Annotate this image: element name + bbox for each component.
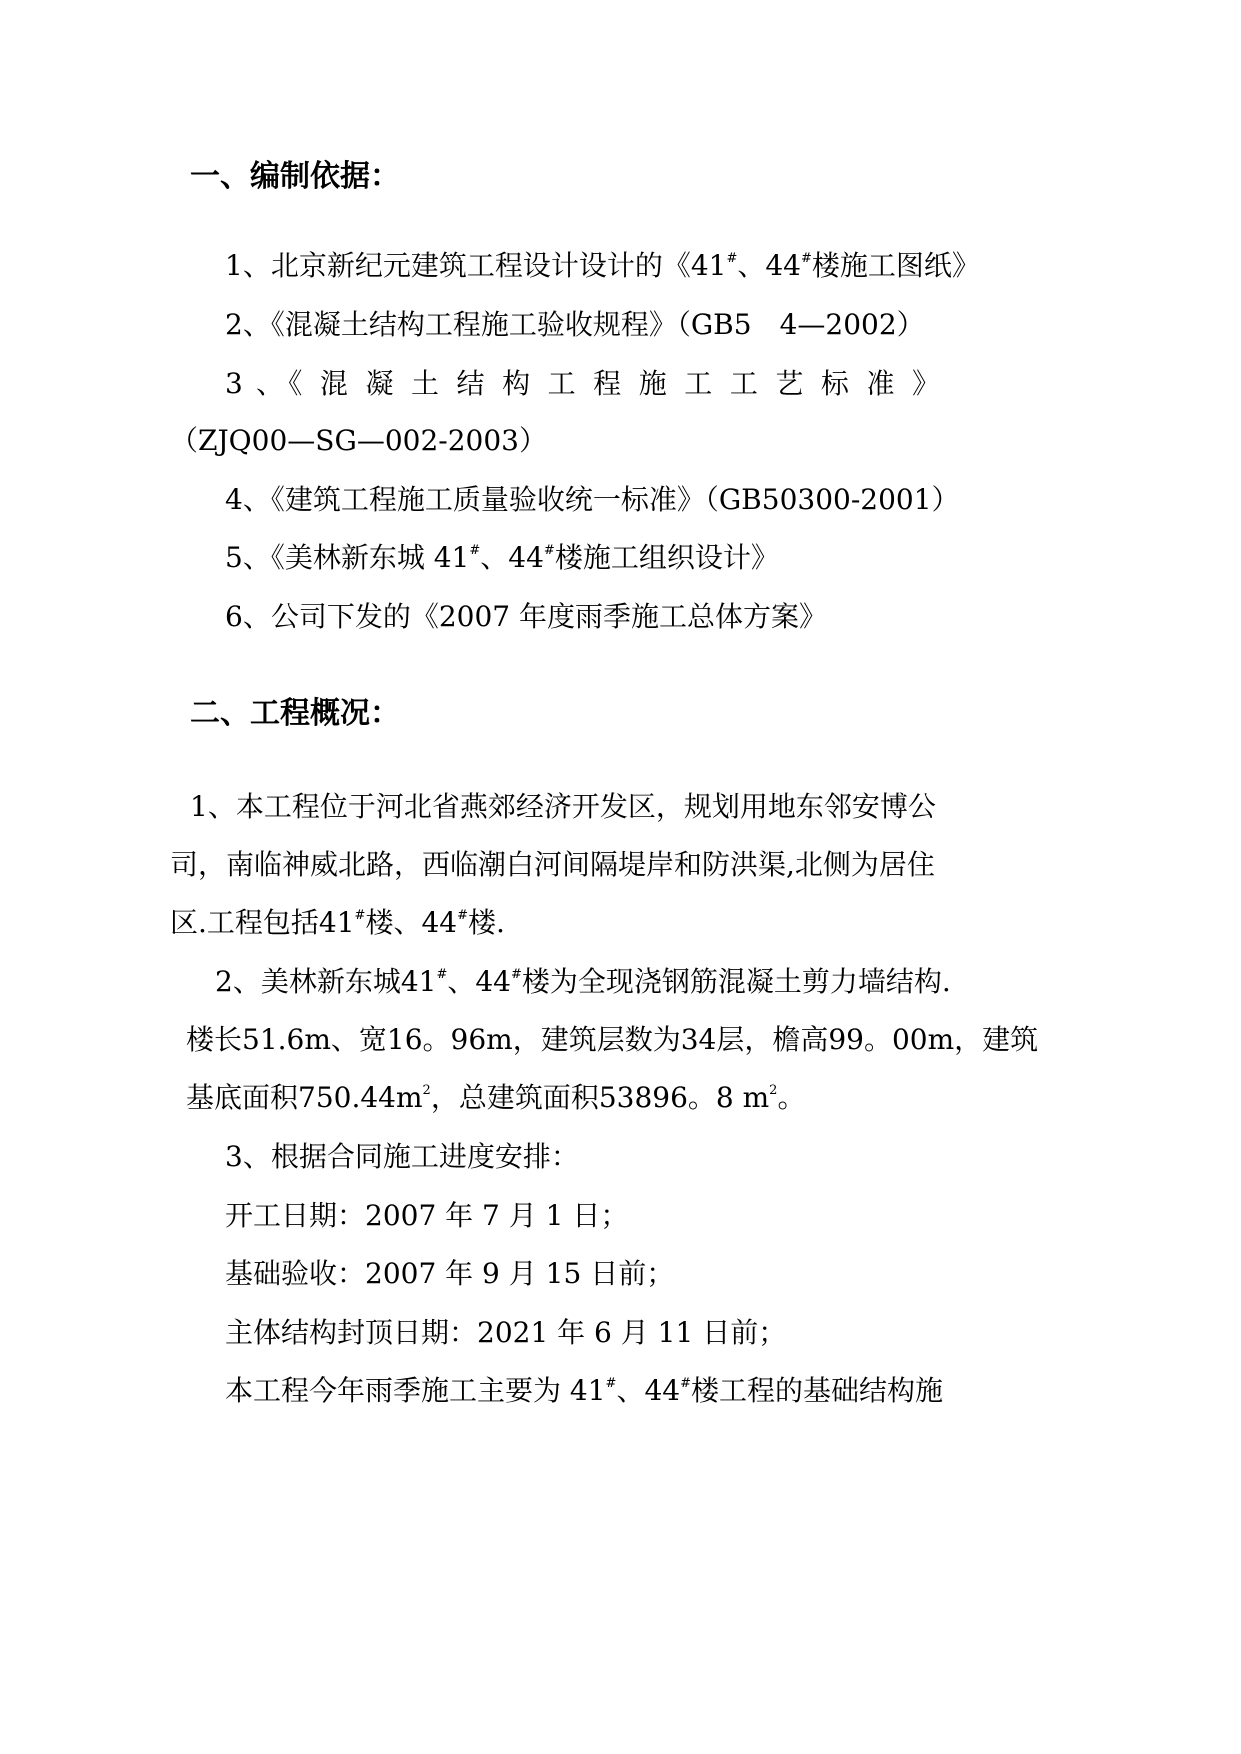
overview-p2-line2: 楼长51.6m、宽16。96m，建筑层数为34层，檐高99。00m，建筑	[186, 1023, 1039, 1056]
schedule-start-date: 开工日期：2007 年 7 月 1 日；	[225, 1199, 629, 1232]
basis-item-1: 1、北京新纪元建筑工程设计设计的《41#、44#楼施工图纸》	[225, 249, 980, 282]
overview-last-line: 本工程今年雨季施工主要为 41#、44#楼工程的基础结构施	[225, 1374, 943, 1407]
basis-item-3-line2: （ZJQ00—SG—002-2003）	[170, 424, 547, 457]
basis-item-3-line1: 3 、《 混 凝 土 结 构 工 程 施 工 工 艺 标 准 》	[225, 367, 940, 400]
basis-item-5: 5、《美林新东城 41#、44#楼施工组织设计》	[225, 541, 779, 574]
basis-item-2: 2、《混凝土结构工程施工验收规程》（GB5 4—2002）	[225, 308, 925, 341]
basis-item-4: 4、《建筑工程施工质量验收统一标准》（GB50300-2001）	[225, 483, 960, 516]
overview-p2-line3: 基底面积$750.44m^2$，总建筑面积53896。8 $m^2$。	[186, 1081, 806, 1114]
schedule-topping-out: 主体结构封顶日期：2021 年 6 月 11 日前；	[225, 1316, 787, 1349]
section-heading-overview: 二、工程概况：	[190, 696, 400, 731]
overview-p1-line3: 区.工程包括41#楼、44#楼.	[170, 906, 505, 939]
basis-item-6: 6、公司下发的《2007 年度雨季施工总体方案》	[225, 600, 827, 633]
section-heading-basis: 一、编制依据：	[190, 159, 400, 194]
overview-p1-line2: 司，南临神威北路，西临潮白河间隔堤岸和防洪渠,北侧为居住	[170, 848, 935, 881]
schedule-foundation-acceptance: 基础验收：2007 年 9 月 15 日前；	[225, 1257, 675, 1290]
overview-p2-line1: 2、美林新东城41#、44#楼为全现浇钢筋混凝土剪力墙结构.	[215, 965, 951, 998]
overview-p1-line1: 1、本工程位于河北省燕郊经济开发区，规划用地东邻安博公	[190, 790, 936, 823]
overview-p3: 3、根据合同施工进度安排：	[225, 1140, 579, 1173]
